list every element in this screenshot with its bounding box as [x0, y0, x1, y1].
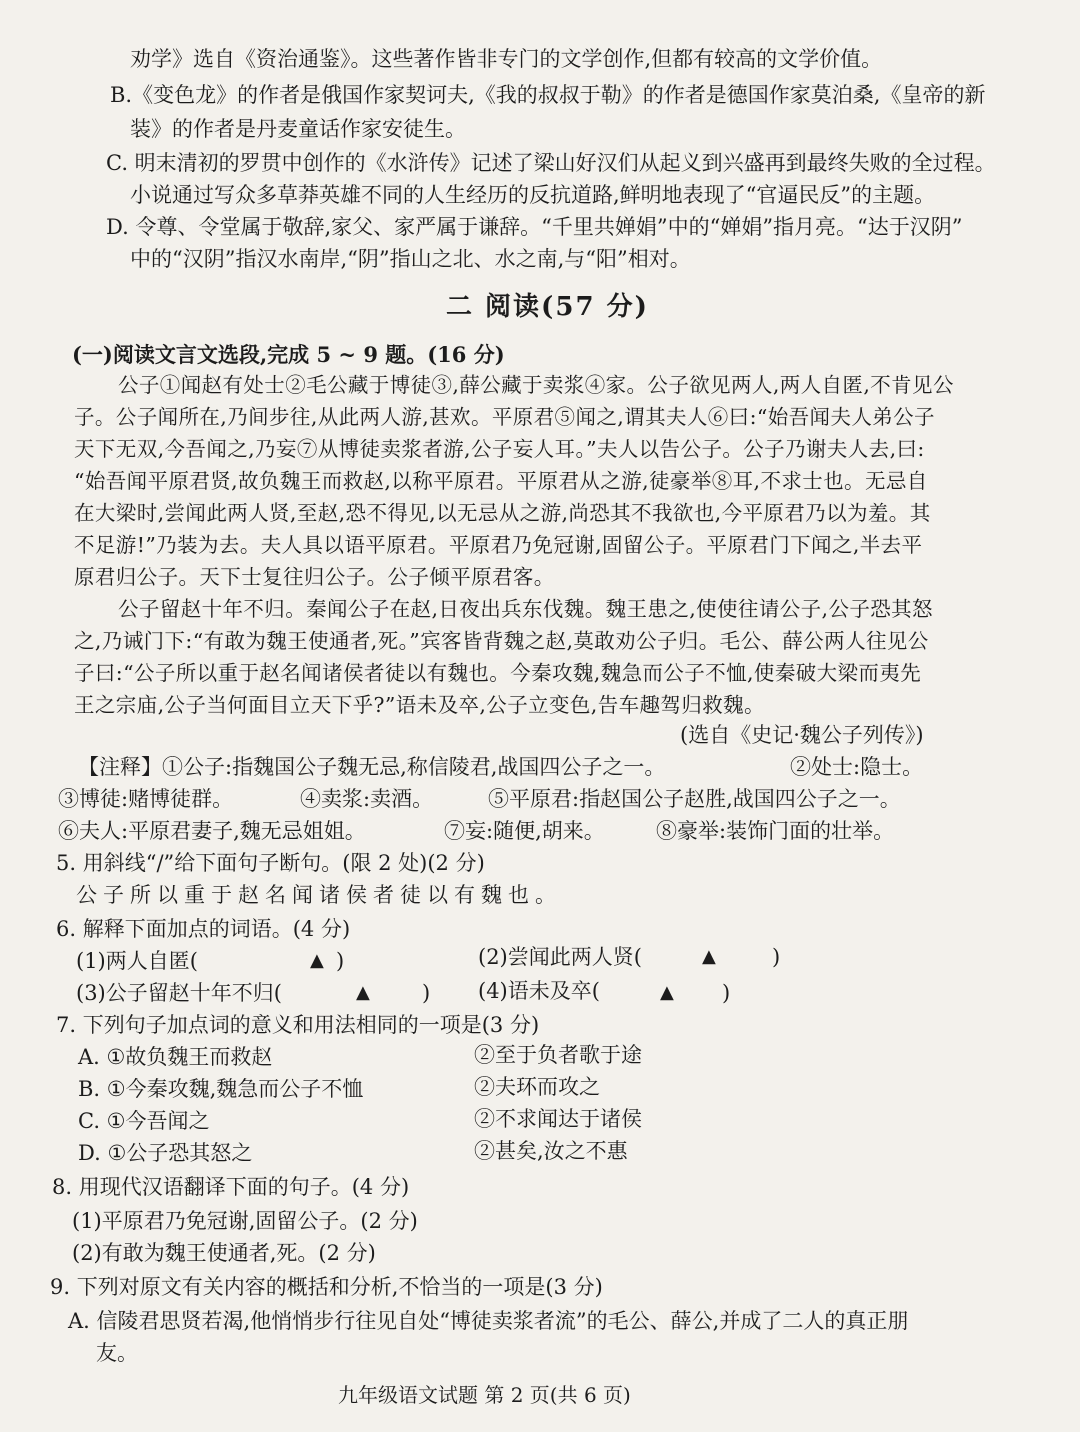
- note-6: ⑥夫人:平原君妻子,魏无忌姐姐。: [58, 819, 366, 843]
- option-d-line2: 中的“汉阴”指汉水南岸,“阴”指山之北、水之南,与“阳”相对。: [130, 247, 691, 271]
- q8-item-1: (1)平原君乃免冠谢,固留公子。(2 分): [72, 1209, 418, 1233]
- q8-item-2: (2)有敢为魏王使通者,死。(2 分): [72, 1241, 376, 1265]
- q6-item-4: (4)语未及卒(: [478, 979, 600, 1003]
- passage-line: 公子①闻赵有处士②毛公藏于博徒③,薛公藏于卖浆④家。公子欲见两人,两人自匿,不肯见公: [118, 373, 954, 397]
- page-footer: 九年级语文试题 第 2 页(共 6 页): [338, 1383, 631, 1407]
- answer-blank-mark: ▲: [356, 982, 370, 1003]
- option-b-line2: 装》的作者是丹麦童话作家安徒生。: [130, 117, 466, 141]
- note-2: ②处士:隐士。: [790, 755, 924, 779]
- passage-source: (选自《史记·魏公子列传》): [680, 723, 924, 747]
- q6-stem: 6. 解释下面加点的词语。(4 分): [56, 917, 351, 941]
- q7-c-2: ②不求闻达于诸侯: [474, 1107, 642, 1131]
- passage-line: 子。公子闻所在,乃间步往,从此两人游,甚欢。平原君⑤闻之,谓其夫人⑥曰:“始吾闻夫人弟公子: [74, 405, 935, 429]
- option-a-continued: 劝学》选自《资治通鉴》。这些著作皆非专门的文学创作,但都有较高的文学价值。: [130, 47, 883, 71]
- note-3: ③博徒:赌博徒群。: [58, 787, 234, 811]
- option-c-line2: 小说通过写众多草莽英雄不同的人生经历的反抗道路,鲜明地表现了“官逼民反”的主题。: [130, 183, 936, 207]
- q9-option-a-line1: A. 信陵君思贤若渴,他悄悄步行往见自处“博徒卖浆者流”的毛公、薛公,并成了二人的真正朋: [68, 1309, 909, 1333]
- q8-stem: 8. 用现代汉语翻译下面的句子。(4 分): [52, 1175, 410, 1199]
- q7-b-2: ②夫环而攻之: [474, 1075, 600, 1099]
- q6-item-4-close: ): [722, 981, 731, 1005]
- q9-stem: 9. 下列对原文有关内容的概括和分析,不恰当的一项是(3 分): [50, 1275, 603, 1299]
- q7-a-2: ②至于负者歌于途: [474, 1043, 642, 1067]
- passage-line: 之,乃诫门下:“有敢为魏王使通者,死。”宾客皆背魏之赵,莫敢劝公子归。毛公、薛公两人往见公: [74, 629, 929, 653]
- passage-line: 王之宗庙,公子当何面目立天下乎?”语未及卒,公子立变色,告车趣驾归救魏。: [74, 693, 765, 717]
- section-title: 二 阅读(57 分): [446, 292, 649, 322]
- q7-a-1: A. ①故负魏王而救赵: [78, 1045, 273, 1069]
- passage-line: 天下无双,今吾闻之,乃妄⑦从博徒卖浆者游,公子妄人耳。”夫人以告公子。公子乃谢夫人去,曰:: [74, 437, 925, 461]
- answer-blank-mark: ▲: [660, 982, 674, 1003]
- note-7: ⑦妄:随便,胡来。: [444, 819, 605, 843]
- answer-blank-mark: ▲: [310, 950, 324, 971]
- q7-d-2: ②甚矣,汝之不惠: [474, 1139, 628, 1163]
- passage-line: “始吾闻平原君贤,故负魏王而救赵,以称平原君。平原君从之游,徒豪举⑧耳,不求士也。无忌自: [74, 469, 928, 493]
- q5-sentence: 公子所以重于赵名闻诸侯者徒以有魏也。: [76, 883, 562, 907]
- q6-item-3: (3)公子留赵十年不归(: [76, 981, 282, 1005]
- q6-item-2-close: ): [772, 945, 781, 969]
- option-b-line1: B.《变色龙》的作者是俄国作家契诃夫,《我的叔叔于勒》的作者是德国作家莫泊桑,《皇帝的新: [110, 83, 986, 107]
- q9-option-a-line2: 友。: [96, 1341, 138, 1365]
- part1-heading: (一)阅读文言文选段,完成 5 ~ 9 题。(16 分): [72, 342, 505, 367]
- option-c-line1: C. 明末清初的罗贯中创作的《水浒传》记述了梁山好汉们从起义到兴盛再到最终失败的全过程。: [106, 151, 996, 175]
- answer-blank-mark: ▲: [702, 946, 716, 967]
- q5-stem: 5. 用斜线“/”给下面句子断句。(限 2 处)(2 分): [56, 851, 485, 875]
- q6-item-3-close: ): [422, 981, 431, 1005]
- passage-line: 子曰:“公子所以重于赵名闻诸侯者徒以有魏也。今秦攻魏,魏急而公子不恤,使秦破大梁而夷先: [74, 661, 922, 685]
- q7-b-1: B. ①今秦攻魏,魏急而公子不恤: [78, 1077, 364, 1101]
- option-d-line1: D. 令尊、令堂属于敬辞,家父、家严属于谦辞。“千里共婵娟”中的“婵娟”指月亮。“达于汉阴”: [106, 215, 963, 239]
- q7-d-1: D. ①公子恐其怒之: [78, 1141, 253, 1165]
- passage-line: 原君归公子。天下士复往归公子。公子倾平原君客。: [74, 565, 555, 589]
- note-5: ⑤平原君:指赵国公子赵胜,战国四公子之一。: [488, 787, 901, 811]
- note-1: 【注释】①公子:指魏国公子魏无忌,称信陵君,战国四公子之一。: [78, 755, 666, 779]
- q6-item-1-close: ): [336, 949, 345, 973]
- q6-item-2: (2)尝闻此两人贤(: [478, 945, 642, 969]
- passage-line: 公子留赵十年不归。秦闻公子在赵,日夜出兵东伐魏。魏王患之,使使往请公子,公子恐其怒: [118, 597, 933, 621]
- q6-item-1: (1)两人自匿(: [76, 949, 198, 973]
- passage-line: 不足游!”乃装为去。夫人具以语平原君。平原君乃免冠谢,固留公子。平原君门下闻之,半去平: [74, 533, 923, 557]
- passage-line: 在大梁时,尝闻此两人贤,至赵,恐不得见,以无忌从之游,尚恐其不我欲也,今平原君乃以为羞。其: [74, 501, 931, 525]
- note-8: ⑧豪举:装饰门面的壮举。: [656, 819, 895, 843]
- note-4: ④卖浆:卖酒。: [300, 787, 434, 811]
- q7-c-1: C. ①今吾闻之: [78, 1109, 210, 1133]
- q7-stem: 7. 下列句子加点词的意义和用法相同的一项是(3 分): [56, 1013, 540, 1037]
